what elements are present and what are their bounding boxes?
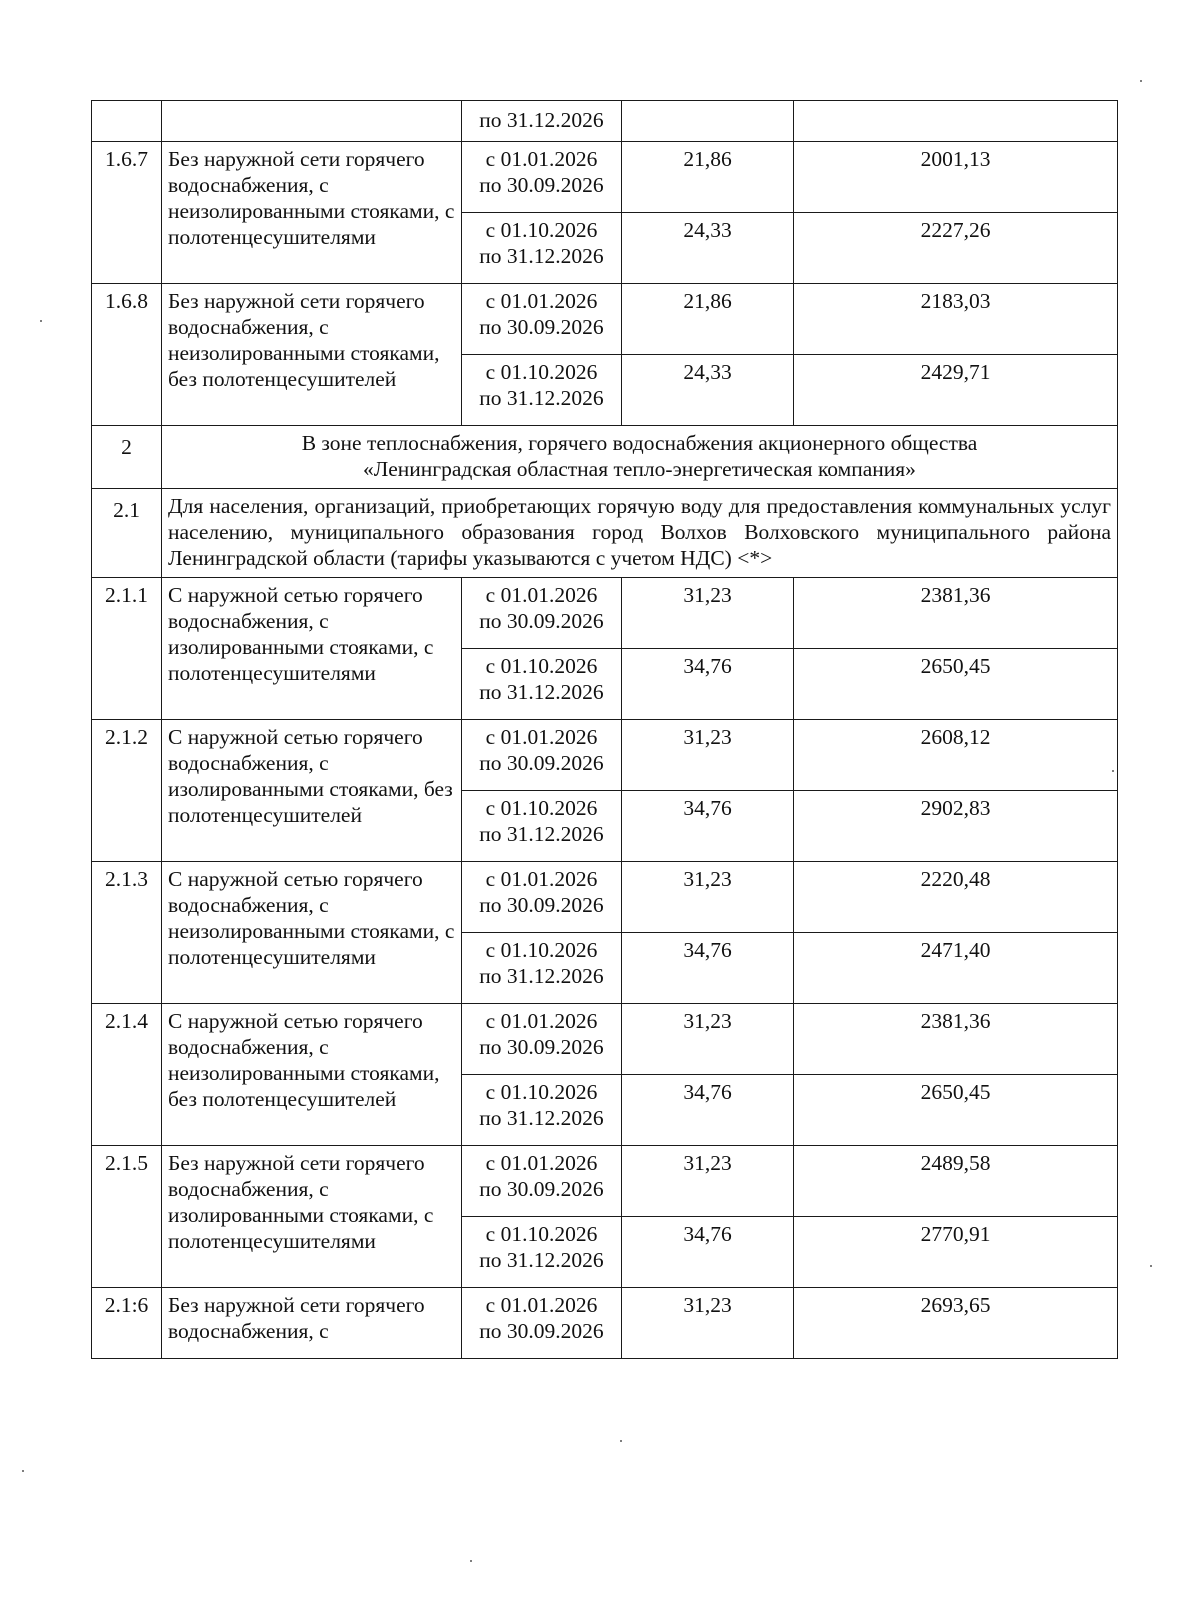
tariff-cell: 2650,45: [794, 649, 1118, 720]
tariff-cell: 2429,71: [794, 355, 1118, 426]
description-cell: [162, 101, 462, 142]
tariff-cell: [794, 101, 1118, 142]
period-to: по 30.09.2026: [479, 609, 604, 633]
scan-speck: [470, 1560, 472, 1562]
component-cell: 34,76: [622, 1075, 794, 1146]
component-cell: 24,33: [622, 355, 794, 426]
period-cell: [462, 101, 622, 142]
description-cell: С наружной сетью горячего водоснабжения, с неизолированными стояками, без полотенцесушителей: [162, 1004, 462, 1146]
table-row: [92, 284, 1118, 355]
component-cell: 31,23: [622, 720, 794, 791]
period-cell: [462, 1004, 622, 1075]
row-number-cell: 1.6.7: [92, 142, 162, 284]
component-cell: 24,33: [622, 213, 794, 284]
continuation-row: [92, 101, 1118, 142]
period-cell: [462, 720, 622, 791]
table-row: [92, 1288, 1118, 1359]
period-cell: [462, 1288, 622, 1359]
component-cell: 21,86: [622, 284, 794, 355]
component-cell: 21,86: [622, 142, 794, 213]
period-to: по 30.09.2026: [479, 173, 604, 197]
period-to: по 30.09.2026: [479, 893, 604, 917]
table-row: [92, 1146, 1118, 1217]
subsection-number-cell: 2.1: [92, 489, 162, 578]
period-from: с 01.10.2026: [485, 1080, 598, 1104]
period-from: с 01.01.2026: [485, 867, 598, 891]
tariff-cell: 2650,45: [794, 1075, 1118, 1146]
row-number-cell: 1.6.8: [92, 284, 162, 426]
scan-speck: [1140, 80, 1142, 82]
period-to: по 31.12.2026: [479, 1248, 604, 1272]
scan-speck: [1150, 1265, 1152, 1267]
section-heading-line: «Ленинградская областная тепло-энергетическая компания»: [363, 457, 916, 481]
period-cell: [462, 1146, 622, 1217]
row-number-cell: 2.1:6: [92, 1288, 162, 1359]
period-from: с 01.01.2026: [485, 147, 598, 171]
period-cell: [462, 355, 622, 426]
period-to: по 31.12.2026: [479, 680, 604, 704]
period-to: по 31.12.2026: [479, 386, 604, 410]
section-heading-line: В зоне теплоснабжения, горячего водоснабжения акционерного общества: [301, 431, 978, 455]
period-from: с 01.10.2026: [485, 796, 598, 820]
scan-speck: [620, 1440, 622, 1442]
component-cell: 34,76: [622, 933, 794, 1004]
period-to: по 31.12.2026: [479, 1106, 604, 1130]
tariff-cell: 2770,91: [794, 1217, 1118, 1288]
tariff-cell: 2902,83: [794, 791, 1118, 862]
period-from: с 01.01.2026: [485, 583, 598, 607]
section-number-cell: 2: [92, 426, 162, 489]
period-cell: [462, 213, 622, 284]
scan-speck: [40, 320, 42, 322]
tariff-cell: 2220,48: [794, 862, 1118, 933]
row-number-cell: 2.1.2: [92, 720, 162, 862]
period-to: по 30.09.2026: [479, 315, 604, 339]
period-from: с 01.01.2026: [485, 725, 598, 749]
row-number-cell: 2.1.3: [92, 862, 162, 1004]
tariff-cell: 2471,40: [794, 933, 1118, 1004]
component-cell: 34,76: [622, 1217, 794, 1288]
component-cell: [622, 101, 794, 142]
tariff-cell: 2608,12: [794, 720, 1118, 791]
tariff-cell: 2381,36: [794, 1004, 1118, 1075]
description-cell: Без наружной сети горячего водоснабжения, с неизолированными стояками, без полотенцесушителей: [162, 284, 462, 426]
component-cell: 31,23: [622, 1288, 794, 1359]
tariff-table: [91, 100, 1118, 1359]
row-number-cell: 2.1.1: [92, 578, 162, 720]
period-from: с 01.10.2026: [485, 938, 598, 962]
period-from: с 01.01.2026: [485, 1293, 598, 1317]
period-to: по 30.09.2026: [479, 1319, 604, 1343]
period-cell: [462, 649, 622, 720]
table-row: [92, 142, 1118, 213]
description-cell: Без наружной сети горячего водоснабжения, с: [162, 1288, 462, 1359]
section-row: [92, 426, 1118, 489]
period-to: по 31.12.2026: [479, 244, 604, 268]
period-cell: [462, 142, 622, 213]
table-row: [92, 578, 1118, 649]
period-cell: [462, 578, 622, 649]
tariff-cell: 2489,58: [794, 1146, 1118, 1217]
period-cell: [462, 791, 622, 862]
tariff-cell: 2693,65: [794, 1288, 1118, 1359]
tariff-cell: 2183,03: [794, 284, 1118, 355]
period-to: по 30.09.2026: [479, 1177, 604, 1201]
description-cell: С наружной сетью горячего водоснабжения, с изолированными стояками, с полотенцесушителями: [162, 578, 462, 720]
scan-speck: [22, 1470, 24, 1472]
component-cell: 34,76: [622, 649, 794, 720]
period-from: с 01.10.2026: [485, 360, 598, 384]
period-from: с 01.10.2026: [485, 1222, 598, 1246]
component-cell: 31,23: [622, 862, 794, 933]
description-cell: Без наружной сети горячего водоснабжения, с неизолированными стояками, с полотенцесушителями: [162, 142, 462, 284]
row-number-cell: [92, 101, 162, 142]
period-from: с 01.01.2026: [485, 1151, 598, 1175]
component-cell: 34,76: [622, 791, 794, 862]
period-cell: [462, 1075, 622, 1146]
table-row: [92, 862, 1118, 933]
period-cell: [462, 1217, 622, 1288]
period-to: по 30.09.2026: [479, 751, 604, 775]
period-from: с 01.10.2026: [485, 654, 598, 678]
period-from: с 01.10.2026: [485, 218, 598, 242]
subsection-text-cell: Для населения, организаций, приобретающих горячую воду для предоставления коммунальных услуг населению, муниципального образования город Волхов Волховского муниципального района Ленинградской области (тарифы указываются с учетом НДС) <*>: [162, 489, 1118, 578]
component-cell: 31,23: [622, 578, 794, 649]
period-from: с 01.01.2026: [485, 1009, 598, 1033]
scan-speck: [1112, 770, 1114, 772]
table-row: [92, 1004, 1118, 1075]
section-heading-cell: [162, 426, 1118, 489]
subsection-row: [92, 489, 1118, 578]
tariff-cell: 2227,26: [794, 213, 1118, 284]
period-to: по 31.12.2026: [479, 822, 604, 846]
description-cell: С наружной сетью горячего водоснабжения, с неизолированными стояками, с полотенцесушителями: [162, 862, 462, 1004]
period-to: по 31.12.2026: [479, 964, 604, 988]
period-cell: [462, 284, 622, 355]
description-cell: С наружной сетью горячего водоснабжения, с изолированными стояками, без полотенцесушителей: [162, 720, 462, 862]
period-to: по 30.09.2026: [479, 1035, 604, 1059]
row-number-cell: 2.1.5: [92, 1146, 162, 1288]
tariff-cell: 2001,13: [794, 142, 1118, 213]
row-number-cell: 2.1.4: [92, 1004, 162, 1146]
table-row: [92, 720, 1118, 791]
component-cell: 31,23: [622, 1004, 794, 1075]
tariff-cell: 2381,36: [794, 578, 1118, 649]
period-cell: [462, 933, 622, 1004]
period-cell: [462, 862, 622, 933]
period-from: с 01.01.2026: [485, 289, 598, 313]
period-to: по 31.12.2026: [479, 108, 604, 132]
description-cell: Без наружной сети горячего водоснабжения, с изолированными стояками, с полотенцесушителями: [162, 1146, 462, 1288]
component-cell: 31,23: [622, 1146, 794, 1217]
